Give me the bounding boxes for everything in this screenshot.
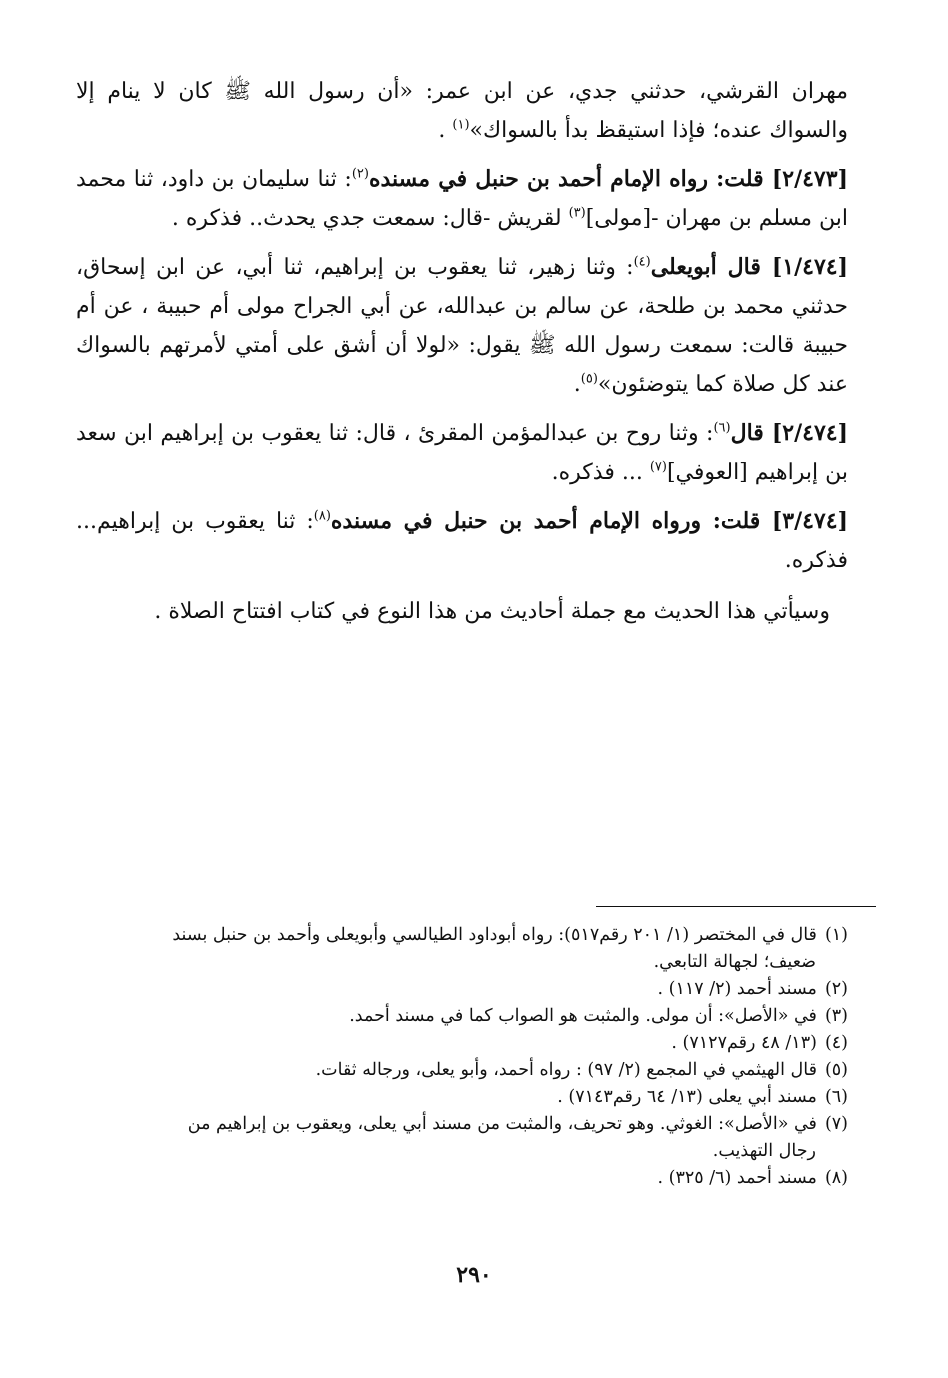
footnote-number: (٣) xyxy=(824,1006,848,1026)
footnote-ref-3: (٣) xyxy=(568,205,586,221)
paragraph-4 xyxy=(76,414,848,492)
footnote-ref-1: (١) xyxy=(452,117,470,133)
footnote-7 xyxy=(88,1111,848,1165)
paragraph-2 xyxy=(76,160,848,238)
paragraph-1-text: مهران القرشي، حدثني جدي، عن ابن عمر: «أن رسول الله ﷺ كان لا ينام إلا والسواك عنده؛ فإذا استيقظ بدأ بالسواك» xyxy=(76,79,848,143)
paragraph-3-text: : وثنا زهير، ثنا يعقوب بن إبراهيم، ثنا أبي، عن ابن إسحاق، حدثني محمد بن طلحة، عن سالم بن عبدالله، عن أبي الجراح مولى أم حبيبة ، عن أم حبيبة قالت: سمعت رسول الله ﷺ يقول: «لولا أن أشق على أمتي لأمرتهم بالسواك عند كل صلاة كما يتوضئون» xyxy=(76,255,848,397)
footnote-number: (١) xyxy=(824,925,848,945)
paragraph-2-text: : ثنا سليمان بن داود، ثنا محمد ابن مسلم بن مهران -[مولى] xyxy=(76,167,848,231)
footnote-text: في «الأصل»: أن مولى. والمثبت هو الصواب كما في مسند أحمد. xyxy=(349,1006,817,1026)
footnote-number: (٢) xyxy=(824,979,848,999)
footnote-number: (٧) xyxy=(824,1114,848,1134)
footnote-continuation: رجال التهذيب. xyxy=(712,1141,816,1161)
footnote-text: (١٣/ ٤٨ رقم٧١٢٧) . xyxy=(671,1033,817,1053)
footnote-6 xyxy=(88,1084,848,1111)
footnote-3 xyxy=(88,1003,848,1030)
footnote-text: قال في المختصر (١/ ٢٠١ رقم٥١٧): رواه أبوداود الطيالسي وأبويعلى وأحمد بن حنبل بسند xyxy=(172,925,817,945)
paragraph-5-text: : ثنا يعقوب بن إبراهيم... فذكره. xyxy=(76,509,848,573)
paragraph-1-end: . xyxy=(438,118,446,143)
footnote-number: (٤) xyxy=(824,1033,848,1053)
footnote-ref-6: (٦) xyxy=(713,420,731,436)
footnote-number: (٨) xyxy=(824,1168,848,1188)
footnote-number: (٦) xyxy=(824,1087,848,1107)
footnote-divider xyxy=(596,906,876,907)
footnote-text: مسند أحمد (٦/ ٣٢٥) . xyxy=(657,1168,817,1188)
hadith-heading: [٣/٤٧٤] قلت: ورواه الإمام أحمد بن حنبل في مسنده xyxy=(330,508,848,534)
footnote-ref-8: (٨) xyxy=(313,508,331,524)
footnote-text: قال الهيثمي في المجمع (٢/ ٩٧) : رواه أحمد، وأبو يعلى، ورجاله ثقات. xyxy=(315,1060,817,1080)
footnote-5 xyxy=(88,1057,848,1084)
hadith-heading: [٢/٤٧٤] قال xyxy=(730,420,849,446)
footnote-ref-7: (٧) xyxy=(649,459,667,475)
footnote-1 xyxy=(88,922,848,976)
footnote-text: مسند أحمد (٢/ ١١٧) . xyxy=(657,979,817,999)
footnote-text: في «الأصل»: الغوثي. وهو تحريف، والمثبت من مسند أبي يعلى، ويعقوب بن إبراهيم من xyxy=(187,1114,817,1134)
footnotes xyxy=(88,922,848,1192)
footnote-continuation: ضعيف؛ لجهالة التابعي. xyxy=(653,952,816,972)
footnote-8 xyxy=(88,1165,848,1192)
paragraph-5 xyxy=(76,502,848,580)
paragraph-1 xyxy=(76,72,848,150)
footnote-ref-4: (٤) xyxy=(633,254,651,270)
paragraph-4-text: : وثنا روح بن عبدالمؤمن المقرئ ، قال: ثنا يعقوب بن إبراهيم ابن سعد بن إبراهيم [العوفي] xyxy=(76,421,848,485)
footnote-4 xyxy=(88,1030,848,1057)
paragraph-2-text-end: لقريش -قال: سمعت جدي يحدث.. فذكره . xyxy=(171,206,569,231)
footnote-text: مسند أبي يعلى (١٣/ ٦٤ رقم٧١٤٣) . xyxy=(557,1087,817,1107)
page-number: ٢٩٠ xyxy=(456,1262,492,1288)
footnote-number: (٥) xyxy=(824,1060,848,1080)
footnote-2 xyxy=(88,976,848,1003)
paragraph-3-end: . xyxy=(573,372,581,397)
hadith-heading: [٢/٤٧٣] قلت: رواه الإمام أحمد بن حنبل في مسنده xyxy=(368,166,848,192)
hadith-heading: [١/٤٧٤] قال أبويعلى xyxy=(650,254,849,280)
paragraph-4-text-end: ... فذكره. xyxy=(551,460,650,485)
footnote-ref-2: (٢) xyxy=(351,166,369,182)
paragraph-3 xyxy=(76,248,848,404)
footnote-ref-5: (٥) xyxy=(580,371,598,387)
closing-paragraph: وسيأتي هذا الحديث مع جملة أحاديث من هذا النوع في كتاب افتتاح الصلاة . xyxy=(154,599,830,624)
main-text xyxy=(76,72,848,641)
